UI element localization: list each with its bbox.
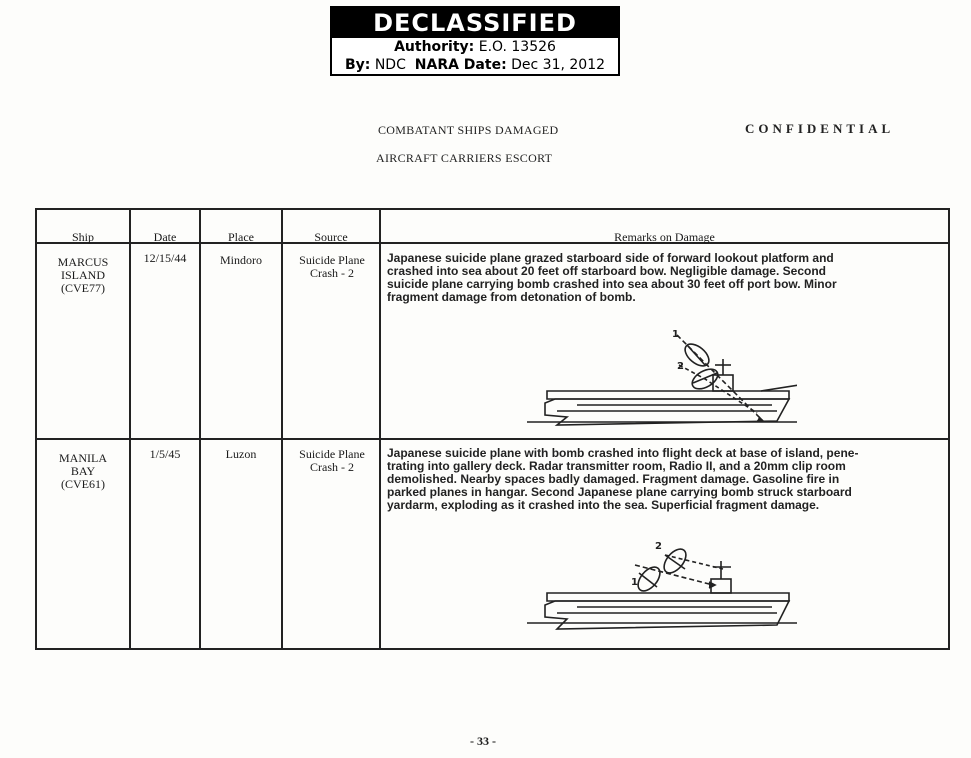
stamp-authority-value: E.O. 13526 <box>478 39 556 55</box>
diagram-label: 1 <box>631 577 638 588</box>
diagram-label: 2 <box>655 541 662 552</box>
cell-source: Suicide Plane Crash - 2 <box>299 447 365 474</box>
cell-place: Mindoro <box>220 253 262 267</box>
cell-date: 12/15/44 <box>143 251 187 265</box>
cell-date: 1/5/45 <box>149 447 181 461</box>
stamp-authority <box>332 38 618 56</box>
page-title: COMBATANT SHIPS DAMAGED <box>378 123 559 137</box>
stamp-by-line <box>332 56 618 74</box>
column-header-source: Source <box>314 230 348 244</box>
stamp-nara-value: Dec 31, 2012 <box>511 57 606 73</box>
column-divider <box>129 210 131 648</box>
diagram-label: 1 <box>672 329 679 340</box>
classification-label: CONFIDENTIAL <box>745 121 895 136</box>
page-subtitle: AIRCRAFT CARRIERS ESCORT <box>376 151 553 165</box>
stamp-authority-label: Authority: <box>394 39 475 55</box>
damage-diagram-manila-bay <box>527 535 797 635</box>
row-divider <box>37 438 948 440</box>
cell-place: Luzon <box>225 447 257 461</box>
cell-ship: MANILA BAY (CVE61) <box>59 451 107 491</box>
diagram-label: 2 <box>677 361 684 372</box>
stamp-nara-label: NARA Date: <box>414 57 507 73</box>
cell-source: Suicide Plane Crash - 2 <box>299 253 365 280</box>
column-header-ship: Ship <box>71 230 94 244</box>
damage-diagram-marcus-island <box>527 325 797 430</box>
stamp-by-label: By: <box>344 57 371 73</box>
cell-ship: MARCUS ISLAND (CVE77) <box>57 255 109 295</box>
page-number: - 33 - <box>470 734 496 748</box>
damage-table <box>35 208 950 650</box>
stamp-by-value: NDC <box>374 57 406 73</box>
column-header-remarks: Remarks on Damage <box>614 230 715 244</box>
stamp-title: DECLASSIFIED <box>332 8 618 38</box>
cell-remarks: Japanese suicide plane grazed starboard side of forward lookout platform and crashed into sea about 20 feet off starboard bow. Negligible damage. Second suicide plane carrying bomb crashed into sea about 30 feet off port bow. Minor fragment damage from detonation of bomb. <box>387 251 837 304</box>
column-divider <box>199 210 201 648</box>
column-header-place: Place <box>228 230 254 244</box>
cell-remarks: Japanese suicide plane with bomb crashed into flight deck at base of island, pene- trating into gallery deck. Radar transmitter room, Radio II, and a 20mm clip room demolished. Nearby spaces badly damaged. Fragment damage. Gasoline fire in parked planes in hangar. Second Japanese plane carrying bomb struck starboard yardarm, exploding as it crashed into the sea. Superficial fragment damage. <box>387 446 859 512</box>
column-header-date: Date <box>153 230 177 244</box>
declassified-stamp <box>330 6 620 76</box>
